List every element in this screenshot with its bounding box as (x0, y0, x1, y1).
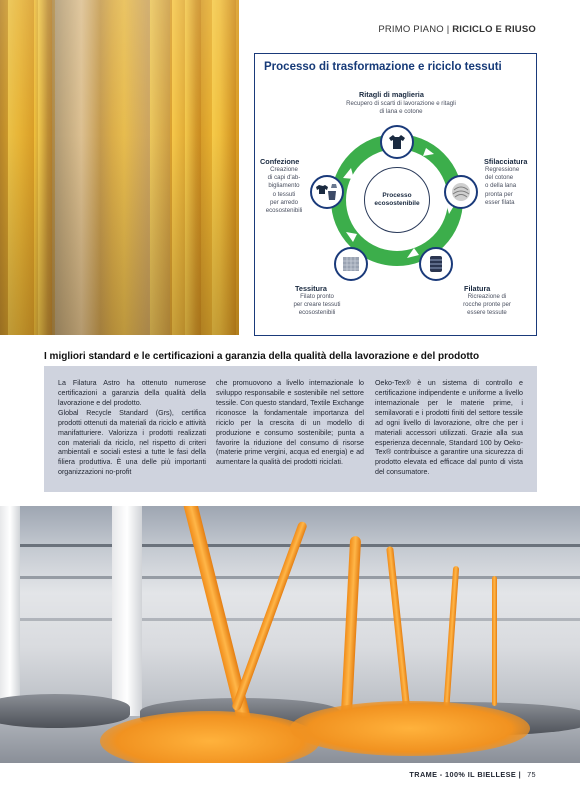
step-body-ritagli: Recupero di scarti di lavorazione e ritagli di lana e cotone (346, 100, 456, 116)
page-footer (409, 770, 536, 779)
step-title-filatura: Filatura (464, 284, 491, 293)
certifications-textbox (44, 366, 537, 492)
step-body-sfilacciatura: Regressione del cotone o della lana pronta per esser filata (485, 166, 520, 206)
step-body-filatura: Ricreazione di rocche pronte per essere tessute (463, 293, 511, 317)
fabric-icon (334, 247, 368, 281)
section-tag (378, 24, 536, 35)
yellow-yarn-photo (0, 0, 239, 335)
step-title-confezione: Confezione (260, 157, 300, 166)
section-primary: PRIMO PIANO (378, 24, 444, 35)
step-body-tessitura: Filato pronto per creare tessuti ecosostenibili (293, 293, 341, 317)
magazine-name: TRAME - 100% IL BIELLESE | (409, 770, 522, 779)
section-secondary: RICICLO E RIUSO (452, 24, 536, 35)
text-column-3: Oeko-Tex® è un sistema di controllo e certificazione indipendente e uniforme a livello internazionale per le materie prime, i semilavorati e i prodotti finiti del settore tessile ad ogni livello di lavorazione, oltre che per i materiali accessori utilizzati. Grazie alla sua esperienza decennale, Standard 100 by Oeko-Tex® contribuisce a garantire una sicurezza di prodotto elevata ed efficace dal punto di vista del consumatore. (375, 379, 523, 477)
text-column-1: La Filatura Astro ha ottenuto numerose certificazioni a garanzia della qualità della lavorazione e del prodotto. Global Recycle Standard (Grs), certifica prodotti ottenuti da materiali da riciclo e attività manifatturiere. Valorizza i prodotti realizzati con materiali da riciclo, nel rispetto di criteri ambientali e sociali estesi a tutte le fasi della filiera produttiva. È una delle più importanti organizzazioni no-profit (58, 379, 206, 477)
step-body-confezione: Creazione di capi d'ab- bigliamento o tessuti per arredo ecosostenibili (265, 166, 303, 215)
cycle-center-label: Processo ecosostenibile (374, 192, 420, 207)
step-title-ritagli: Ritagli di maglieria (359, 90, 424, 99)
recycling-process-diagram (254, 53, 537, 336)
text-column-2: che promuovono a livello internazionale lo sviluppo responsabile e sostenibile nel settore tessile. Con questo standard, Textile Exchange riconosce la fondamentale importanza del riciclo per la crescita di un modello di produzione e consumo sostenibile; punta a favorire la riduzione del consumo di risorse (materie prime vergini, acqua ed energia) e ad aumentare la qualità dei prodotti riciclati. (216, 379, 364, 467)
step-title-sfilacciatura: Sfilacciatura (484, 157, 528, 166)
shirt-icon (380, 125, 414, 159)
fiber-icon (444, 175, 478, 209)
cycle-center (364, 167, 430, 233)
diagram-title: Processo di trasformazione e riciclo tessuti (264, 61, 502, 73)
yarn-spool-icon (419, 247, 453, 281)
orange-yarn-factory-photo (0, 506, 580, 763)
step-title-tessitura: Tessitura (295, 284, 327, 293)
section-separator: | (443, 24, 453, 35)
article-headline: I migliori standard e le certificazioni a garanzia della qualità della lavorazione e del prodotto (44, 351, 480, 362)
garments-icon (310, 175, 344, 209)
page-number: 75 (527, 770, 536, 779)
